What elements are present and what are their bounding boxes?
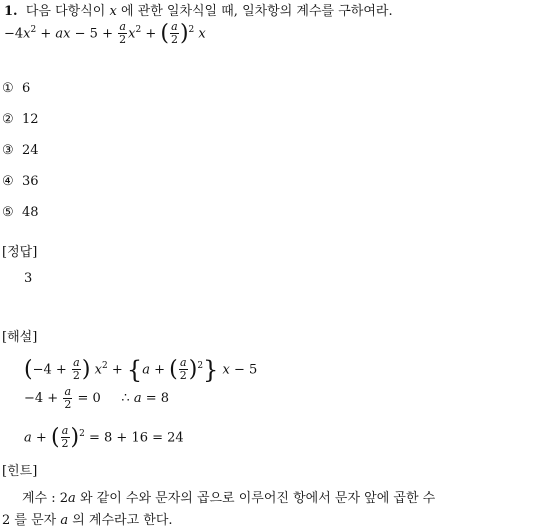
option-5[interactable] [2,204,39,222]
solution-line-3: a + ( $\frac{a}{2}$ )$^2$ = 8 + 16 = 24 [24,424,184,451]
option-value: 6 [22,81,31,96]
question-text: 다음 다항식이 x 에 관한 일차식일 때, 일차항의 계수를 구하여라. [21,4,393,19]
option-3[interactable] [2,142,39,160]
hint-line-1: 계수 : 2a 와 같이 수와 문자의 곱으로 이루어진 항에서 문자 앞에 곱한 수 [22,491,436,506]
option-value: 24 [22,143,39,158]
option-4[interactable] [2,173,39,191]
hint-line-2: 2 를 문자 a 의 계수라고 한다. [2,513,173,528]
option-value: 12 [22,112,39,127]
option-mark: ① [2,81,14,96]
option-mark: ② [2,112,14,127]
option-1[interactable] [2,80,30,98]
answer-value: 3 [24,271,33,286]
option-value: 36 [22,174,39,189]
option-mark: ③ [2,143,14,158]
question-number: 1. [4,4,18,19]
option-mark: ⑤ [2,205,14,220]
answer-label: [정답] [2,245,38,260]
option-value: 48 [22,205,39,220]
solution-label: [해설] [2,330,38,345]
solution-line-2: −4 + $\frac{a}{2}$ = 0 ∴ a = 8 [24,385,170,411]
question-expression: $-4x^2$ + ax − 5 + $\frac{a}{2}$ $x^2$ + ( $\frac{a}{2}$ )$^2$ x [4,20,206,47]
option-2[interactable] [2,111,39,129]
option-mark: ④ [2,174,14,189]
solution-line-1: (−4 + $\frac{a}{2}$ ) $x^2 + \{a$ + ( $\frac{a}{2}$ )$^2$} x − 5 [24,355,258,384]
hint-label: [힌트] [2,464,38,479]
